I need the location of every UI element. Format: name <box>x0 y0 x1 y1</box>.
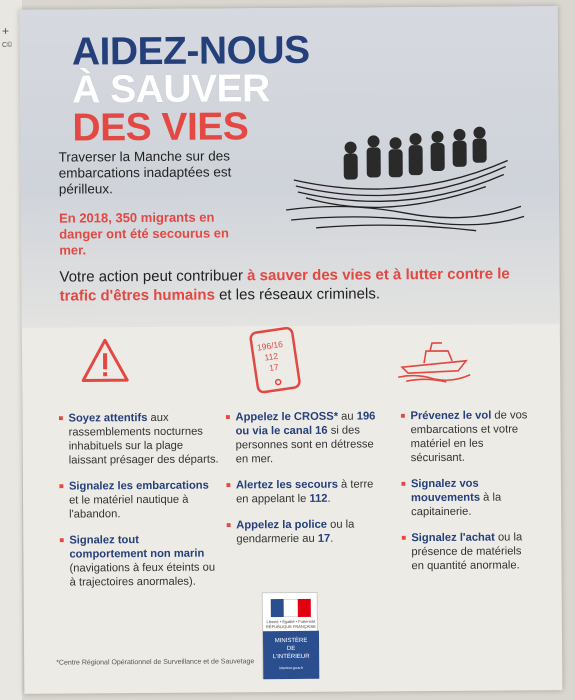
list-item: ■ Soyez attentifs aux rassemblements nocturnes inhabituels sur la plage laissant présager des départs. <box>58 411 218 468</box>
title-line-2: À SAUVER <box>72 67 270 112</box>
column-emergency-calls <box>225 409 376 558</box>
column-crowds <box>58 411 219 602</box>
footnote: *Centre Régional Opérationnel de Surveillance et de Sauvetage <box>56 658 255 667</box>
title-line-3: DES VIES <box>72 105 249 150</box>
french-flag-icon <box>271 599 311 617</box>
action-before: Votre action peut contribuer <box>59 267 248 286</box>
list-item: ■ Signalez les embarcations et le matériel nautique à l'abandon. <box>59 479 219 522</box>
phone-icon <box>248 326 302 394</box>
action-after: et les réseaux criminels. <box>214 285 381 304</box>
page-code: C© <box>2 42 13 49</box>
list-item: ■ Signalez vos mouvements à la capitainerie. <box>401 476 531 519</box>
phone-line-1: 196/16 <box>256 338 284 353</box>
intro-text: Traverser la Manche sur des embarcations inadaptées est périlleux. <box>58 148 232 197</box>
phone-line-3: 17 <box>268 361 280 374</box>
list-item: ■ Signalez l'achat ou la présence de matériels en quantité anormale. <box>401 530 531 573</box>
poster-page <box>20 6 563 694</box>
republic-motto: Liberté • Égalité • Fraternité RÉPUBLIQUE FRANÇAISE <box>266 618 316 630</box>
ministry-url: interieur.gouv.fr <box>279 665 304 671</box>
motorboat-icon <box>396 339 472 384</box>
ministry-name: MINISTÈRE DE L'INTÉRIEUR interieur.gouv.fr <box>263 631 319 679</box>
title-line-1: AIDEZ-NOUS <box>71 28 310 74</box>
statistic-text: En 2018, 350 migrants en danger ont été secourus en mer. <box>59 209 229 258</box>
adjacent-page-strip <box>0 0 22 700</box>
crop-mark: + <box>2 24 10 38</box>
ministry-logo <box>262 592 319 678</box>
list-item: ■ Appelez la police ou la gendarmerie au 17. <box>226 517 376 546</box>
migrant-boat-illustration <box>285 116 526 238</box>
list-item: ■ Appelez le CROSS* au 196 ou via le canal 16 si des personnes sont en détresse en mer. <box>225 409 375 466</box>
call-to-action <box>59 264 529 305</box>
list-item: ■ Prévenez le vol de vos embarcations et votre matériel en les sécurisant. <box>400 408 530 465</box>
action-highlight: à sauver des vies et à lutter contre le trafic d'êtres humains <box>59 265 510 305</box>
poster-title <box>71 28 310 150</box>
warning-triangle-icon <box>80 337 130 383</box>
list-item: ■ Signalez tout comportement non marin (navigations à feux éteints ou à trajectoires anormales). <box>59 533 219 590</box>
list-item: ■ Alertez les secours à terre en appelant le 112. <box>226 477 376 506</box>
phone-line-2: 112 <box>263 350 279 363</box>
column-boat-owners <box>400 408 531 585</box>
